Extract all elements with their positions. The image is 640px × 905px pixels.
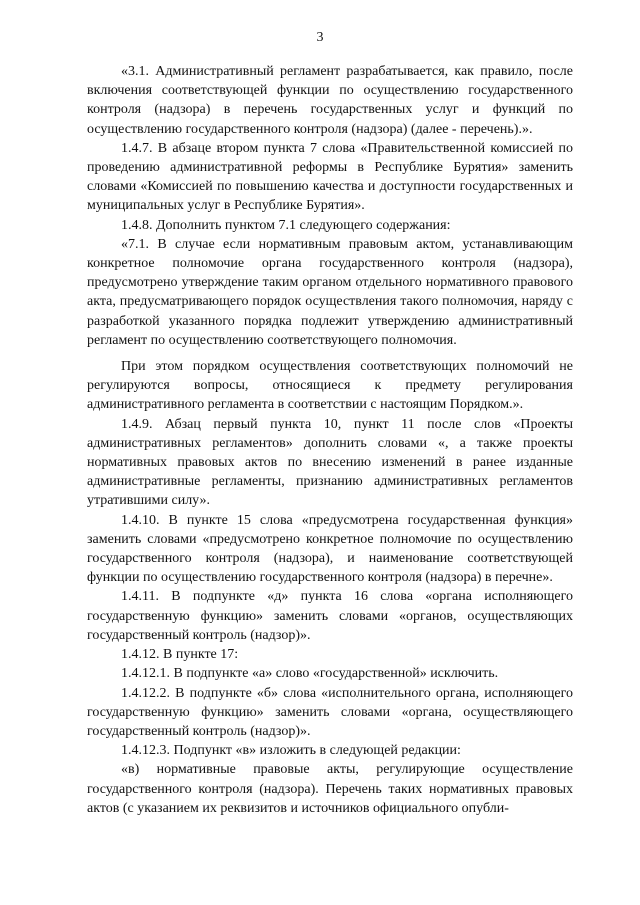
paragraph-1-4-12-1: 1.4.12.1. В подпункте «а» слово «государственной» исключить. [121,666,499,682]
page-number: 3 [316,30,324,45]
paragraph-1-4-9: 1.4.9. Абзац первый пункта 10, пункт 11 после слов «Проекты административных регламентов» дополнить словами «, а также проекты нормативных правовых актов по внесению изменений в ранее изданные административные регламенты, признанию административных регламентов утратившими силу». [87,416,573,509]
paragraph-1-4-12-3: 1.4.12.3. Подпункт «в» изложить в следующей редакции: [121,743,461,759]
paragraph-1-4-10: 1.4.10. В пункте 15 слова «предусмотрена государственная функция» заменить словами «предусмотрено конкретное полномочие по осуществлению государственного контроля (надзора), и наименование соответствующей функции по осуществлению государственного контроля (надзора) в перечне». [87,512,573,586]
paragraph-1-4-12-2: 1.4.12.2. В подпункте «б» слова «исполнительного органа, исполняющего государственную функцию» заменить словами «органа, осуществляющего государственный контроль (надзор)». [87,685,573,739]
paragraph-subitem-v: «в) нормативные правовые акты, регулирующие осуществление государственного контроля (надзора). Перечень таких нормативных правовых актов (с указанием их реквизитов и источников официального опубли- [87,762,573,816]
paragraph-3-1: «3.1. Административный регламент разрабатывается, как правило, после включения соответствующей функции по осуществлению государственного контроля (надзора) в перечень государственных услуг и функций по осуществлению государственного контроля (надзора) (далее - перечень).». [87,64,573,137]
paragraph-7-1: «7.1. В случае если нормативным правовым актом, устанавливающим конкретное полномочие органа государственного контроля (надзора), предусмотрено утверждение таким органом отдельного нормативного правового акта, предусматривающего порядок осуществления такого полномочия, наряду с разработкой указанного порядка подлежит утверждению административный регламент по осуществлению соответствующего полномочия. [87,236,573,348]
document-body [87,62,573,818]
paragraph-1-4-11: 1.4.11. В подпункте «д» пункта 16 слова «органа исполняющего государственную функцию» заменить словами «органов, осуществляющих государственный контроль (надзор)». [87,589,573,643]
paragraph-1-4-12: 1.4.12. В пункте 17: [121,647,239,663]
paragraph-7-1-continued: При этом порядком осуществления соответствующих полномочий не регулируются вопросы, относящиеся к предмету регулирования административного регламента в соответствии с настоящим Порядком.». [87,359,573,413]
paragraph-1-4-7: 1.4.7. В абзаце втором пункта 7 слова «Правительственной комиссией по проведению административной реформы в Республике Бурятия» заменить словами «Комиссией по повышению качества и доступности государственных и муниципальных услуг в Республике Бурятия». [87,140,573,214]
paragraph-1-4-8: 1.4.8. Дополнить пунктом 7.1 следующего содержания: [121,217,451,233]
